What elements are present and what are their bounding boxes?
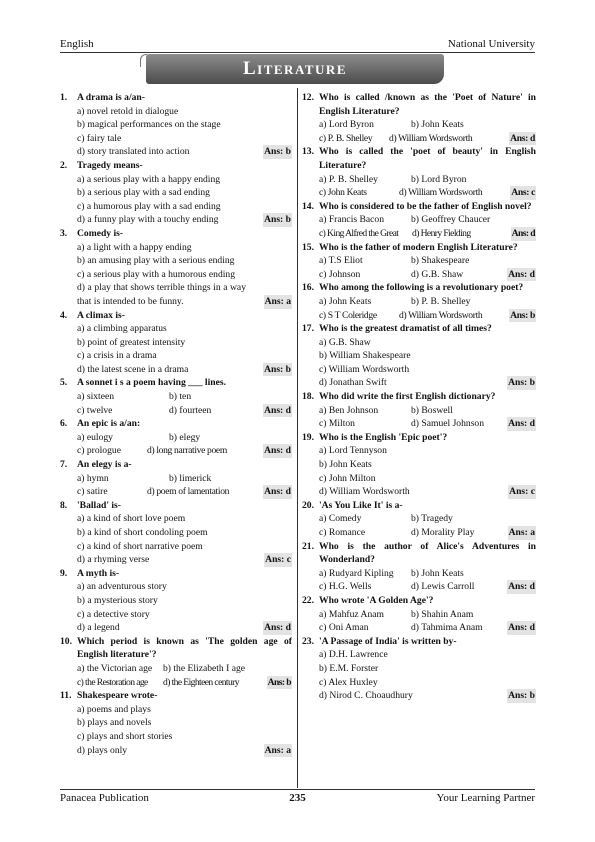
question-number: 22. [302,594,314,606]
question-3 [60,227,292,309]
question-text: Who is the English 'Epic poet'? [319,431,448,443]
option-d: d) Jonathan Swift [319,377,387,389]
answer-badge: Ans: d [511,227,535,239]
option-a: a) Francis Bacon [319,214,385,226]
question-number: 6. [60,418,68,430]
answer-badge: Ans: d [264,404,291,416]
option-b: b) a kind of short condoling poem [77,527,208,538]
option-b: b) Boswell [411,404,453,416]
answer-badge: Ans: b [267,676,291,688]
option-d-row [60,145,292,159]
option-a: a) T.S Eliot [319,255,363,267]
question-text: Who among the following is a revolutionary poet? [319,282,524,294]
option-a: a) D.H. Lawrence [319,649,388,661]
option-c: c) S T Coleridge [319,309,377,321]
question-number: 4. [60,309,68,321]
option-b: b) John Keats [411,567,464,579]
option-d: d) story translated into action [77,146,190,158]
option-c: c) Romance [319,527,366,538]
option-d: d) plays only [77,744,128,756]
question-text: Who did write the first English dictionary? [319,391,496,403]
footer-tagline: Your Learning Partner [436,792,535,804]
answer-badge: Ans: b [264,214,291,226]
question-18 [302,390,536,431]
option-b: b) John Keats [319,459,372,471]
option-d: d) the latest scene in a drama [77,363,189,375]
option-b: b) ten [169,391,192,403]
header-subject: English [60,38,94,50]
question-5 [60,376,292,417]
option-c: c) the Restoration age [77,676,148,688]
answer-badge: Ans: b [508,690,535,702]
section-title-banner: Literature [146,54,444,84]
footer-divider [60,789,535,790]
question-text: A drama is a/an- [77,92,145,103]
question-7 [60,458,292,499]
header-divider [60,52,535,53]
option-d: d) long narrative poem [147,445,227,457]
question-text: Shakespeare wrote- [77,690,158,702]
question-number: 11. [60,690,72,702]
question-8 [60,499,292,567]
question-text: Tragedy means- [77,159,143,171]
option-b: b) Lord Byron [411,173,467,185]
question-4 [60,309,292,377]
answer-badge: Ans: a [264,744,291,756]
question-12 [302,91,536,145]
option-d: d) Lewis Carroll [411,581,475,593]
answer-badge: Ans: c [511,187,535,199]
option-d: d) Henry Fielding [412,227,471,239]
option-c: c) William Wordsworth [319,363,410,375]
question-text: Who is considered to be the father of English novel? [319,200,532,212]
option-a: a) Ben Johnson [319,404,379,416]
option-a: a) the Victorian age [77,662,153,674]
header-institution: National University [447,38,535,50]
question-9 [60,567,292,635]
option-b: b) Tragedy [411,513,453,525]
question-22 [302,594,536,635]
option-d: d) William Wordsworth [399,187,483,199]
option-d-row [60,621,292,635]
option-a: a) Rudyard Kipling [319,567,394,579]
question-number: 20. [302,499,314,511]
question-number: 7. [60,459,68,471]
option-a: a) eulogy [77,431,113,443]
question-text: An elegy is a- [77,459,132,471]
option-c: c) King Alfred the Great [319,227,399,239]
answer-badge: Ans: d [264,486,291,498]
answer-badge: Ans: b [510,309,535,321]
option-d: d) William Wordsworth [399,309,483,321]
option-a: a) Mahfuz Anam [319,608,385,620]
question-number: 12. [302,92,314,103]
answer-badge: Ans: b [264,146,291,158]
question-number: 16. [302,282,314,294]
question-text: Who is called /known as the 'Poet of Nature' in English Literature? [319,92,536,117]
question-text: A myth is- [77,567,120,579]
option-b: b) plays and novels [77,717,152,729]
question-14 [302,200,536,241]
option-c: c) John Keats [319,187,367,199]
option-c: c) satire [77,486,108,498]
question-text: A climax is- [77,309,125,321]
question-19 [302,431,536,499]
left-column [60,91,292,757]
option-d: d) Tahmima Anam [411,622,483,634]
question-number: 3. [60,227,68,239]
option-c: c) prologue [77,445,121,457]
option-d: d) a legend [77,622,120,634]
option-d-row [60,553,292,567]
answer-badge: Ans: d [264,445,291,457]
option-c: c) a detective story [77,608,150,620]
option-d: d) the Eighteen century [163,676,239,688]
option-b: b) the Elizabeth I age [163,662,246,674]
option-c: c) P. B. Shelley [319,132,373,144]
option-d: d) William Wordsworth [319,486,410,498]
option-a: a) a climbing apparatus [77,323,167,335]
option-a: a) a serious play with a happy ending [77,173,221,185]
question-number: 5. [60,377,68,389]
question-6 [60,417,292,458]
question-text: An epic is a/an: [77,418,141,430]
column-divider [297,88,298,788]
question-number: 8. [60,499,68,511]
question-number: 18. [302,391,314,403]
question-20 [302,499,536,540]
answer-badge: Ans: d [264,622,291,634]
answer-badge: Ans: d [508,581,535,593]
option-d: d) poem of lamentation [147,486,230,498]
footer-publisher: Panacea Publication [60,792,149,804]
question-2 [60,159,292,227]
question-number: 15. [302,241,314,253]
option-d-row [60,744,292,758]
option-d: d) a play that shows terrible things in a way that is intended to be funny. [77,282,246,307]
question-number: 14. [302,200,314,212]
option-b: b) Geoffrey Chaucer [411,214,491,226]
answer-badge: Ans: d [508,418,535,430]
question-text: Who is called the 'poet of beauty' in English Literature? [319,146,536,171]
answer-badge: Ans: b [508,377,535,389]
question-number: 23. [302,635,314,647]
question-16 [302,281,536,322]
option-a: a) an adventurous story [77,581,167,593]
option-c: c) fairy tale [77,132,122,144]
option-c: c) Milton [319,418,355,430]
option-b: b) elegy [169,431,201,443]
option-a: a) P. B. Shelley [319,173,378,185]
option-c: c) a kind of short narrative poem [77,540,203,552]
answer-badge: Ans: d [510,132,535,144]
question-10 [60,635,292,689]
question-1 [60,91,292,159]
option-a: a) John Keats [319,295,372,307]
answer-badge: Ans: c [265,554,291,566]
option-a: a) a light with a happy ending [77,241,192,253]
question-number: 13. [302,146,314,158]
question-text: 'A Passage of India' is written by- [319,635,457,647]
option-d-row [302,376,536,390]
option-d: d) fourteen [169,404,212,416]
option-b: b) Shakespeare [411,255,470,267]
question-13 [302,145,536,199]
option-d-row [60,281,292,308]
option-a: a) a kind of short love poem [77,513,186,525]
option-b: b) magical performances on the stage [77,119,221,131]
answer-badge: Ans: c [509,486,535,498]
question-number: 9. [60,567,68,579]
question-text: Which period is known as 'The golden age of English literature'? [77,635,292,661]
option-d: d) William Wordsworth [389,132,473,144]
option-b: b) William Shakespeare [319,350,411,362]
option-b: b) a serious play with a sad ending [77,187,210,199]
answer-badge: Ans: d [508,622,535,634]
option-b: b) E.M. Forster [319,662,379,674]
option-d: d) G.B. Shaw [411,268,464,280]
option-a: a) Lord Byron [319,119,374,131]
option-b: b) John Keats [411,119,464,131]
question-text: Who wrote 'A Golden Age'? [319,594,434,606]
option-c: c) John Milton [319,472,376,484]
answer-badge: Ans: a [264,295,291,307]
question-number: 1. [60,92,68,103]
option-b: b) an amusing play with a serious ending [77,255,235,267]
option-a: a) hymn [77,472,109,484]
option-d-row [60,213,292,227]
option-a: a) Lord Tennyson [319,445,387,457]
option-c: c) twelve [77,404,113,416]
right-column [302,91,536,703]
question-number: 19. [302,431,314,443]
answer-badge: Ans: b [264,363,291,375]
question-text: Comedy is- [77,227,124,239]
option-d-row [302,485,536,499]
question-text: 'As You Like It' is a- [319,499,403,511]
question-17 [302,322,536,390]
option-b: b) Shahin Anam [411,608,474,620]
option-c: c) H.G. Wells [319,581,372,593]
page-number: 235 [289,792,306,804]
question-text: A sonnet i s a poem having ___ lines. [77,377,226,389]
option-d: d) a rhyming verse [77,554,150,566]
question-15 [302,241,536,282]
option-a: a) Comedy [319,513,362,525]
option-c: c) Alex Huxley [319,676,378,688]
question-21 [302,540,536,594]
question-number: 10. [60,635,72,647]
answer-badge: Ans: a [508,527,535,538]
question-11 [60,689,292,757]
option-b: b) P. B. Shelley [411,295,471,307]
question-number: 17. [302,323,314,335]
option-b: b) a mysterious story [77,594,158,606]
option-d: d) a funny play with a touchy ending [77,214,219,226]
option-c: c) plays and short stories [77,730,173,742]
option-c: c) a humorous play with a sad ending [77,200,221,212]
question-text: Who is the greatest dramatist of all times? [319,323,492,335]
answer-badge: Ans: d [508,268,535,280]
option-d-row [60,363,292,377]
question-text: Who is the father of modern English Literature? [319,241,518,253]
option-a: a) G.B. Shaw [319,336,371,348]
question-text: 'Ballad' is- [77,499,121,511]
option-d-row [302,689,536,703]
option-d: d) Samuel Johnson [411,418,485,430]
option-d: d) Morality Play [411,527,475,538]
question-number: 2. [60,159,68,171]
option-c: c) Johnson [319,268,361,280]
option-b: b) point of greatest intensity [77,336,186,348]
option-a: a) poems and plays [77,703,151,715]
option-c: c) a serious play with a humorous ending [77,268,235,280]
option-c: c) a crisis in a drama [77,350,157,362]
question-text: Who is the author of Alice's Adventures in Wonderland? [319,540,536,566]
option-a: a) sixteen [77,391,115,403]
option-d: d) Nirod C. Choaudhury [319,690,413,702]
option-b: b) limerick [169,472,212,484]
question-number: 21. [302,540,314,552]
question-23 [302,635,536,703]
option-c: c) Oni Aman [319,622,369,634]
option-a: a) novel retold in dialogue [77,105,179,117]
